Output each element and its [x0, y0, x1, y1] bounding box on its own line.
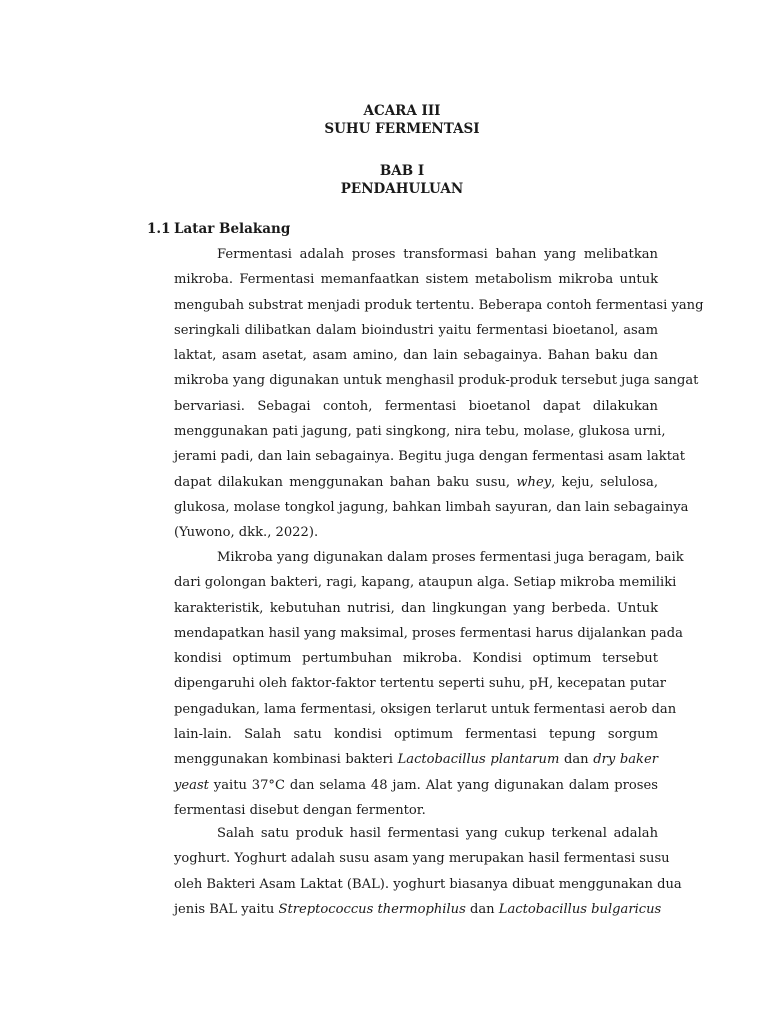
text-line [174, 596, 658, 621]
italic-term: yeast [174, 777, 209, 793]
text-line [174, 798, 658, 823]
text-run: kondisi optimum pertumbuhan mikroba. Kondisi optimum tersebut [174, 651, 658, 667]
text-run: menggunakan pati jagung, pati singkong, nira tebu, molase, glukosa urni, [174, 424, 666, 440]
paragraph [174, 242, 704, 546]
text-line [174, 671, 667, 696]
text-line [174, 267, 658, 292]
text-run: oleh Bakteri Asam Laktat (BAL). yoghurt biasanya dibuat menggunakan dua [174, 876, 682, 892]
text-run: dapat dilakukan menggunakan bahan baku susu, [174, 474, 517, 490]
text-run: karakteristik, kebutuhan nutrisi, dan lingkungan yang berbeda. Untuk [174, 600, 658, 616]
text-line [174, 846, 670, 871]
text-run: jenis BAL yaitu [174, 901, 279, 917]
italic-term: Lactobacillus plantarum [397, 752, 560, 768]
text-run: jerami padi, dan lain sebagainya. Begitu juga dengan fermentasi asam laktat [174, 449, 686, 465]
title-line-1: ACARA III [363, 103, 441, 119]
text-run: mengubah substrat menjadi produk tertentu. Beberapa contoh fermentasi yang [174, 297, 704, 313]
text-line [174, 646, 658, 671]
text-line [174, 821, 658, 846]
text-run: fermentasi disebut dengan fermentor. [174, 802, 426, 818]
chapter-number: BAB I [379, 163, 425, 179]
text-line [174, 570, 677, 595]
text-line [174, 747, 658, 772]
text-run: mendapatkan hasil yang maksimal, proses fermentasi harus dijalankan pada [174, 625, 683, 641]
italic-term: dry baker [593, 752, 658, 768]
text-run: mikroba. Fermentasi memanfaatkan sistem metabolism mikroba untuk [174, 272, 658, 288]
section-number: 1.1 [147, 221, 171, 237]
section-heading [147, 219, 290, 239]
text-line [174, 545, 684, 570]
text-line [174, 621, 683, 646]
text-run: dan [559, 752, 594, 768]
document-title [0, 102, 768, 138]
text-run: lain-lain. Salah satu kondisi optimum fermentasi tepung sorgum [174, 727, 658, 743]
italic-term: whey [516, 474, 552, 490]
text-line [174, 897, 662, 922]
text-run: , keju, selulosa, [551, 474, 658, 490]
text-run: seringkali dilibatkan dalam bioindustri yaitu fermentasi bioetanol, asam [174, 322, 658, 338]
text-run: pengadukan, lama fermentasi, oksigen terlarut untuk fermentasi aerob dan [174, 701, 677, 717]
text-run: Fermentasi adalah proses transformasi bahan yang melibatkan [217, 247, 658, 262]
section-title: Latar Belakang [174, 221, 291, 237]
text-line [174, 293, 704, 318]
italic-term: Lactobacillus bulgaricus [498, 901, 662, 917]
text-line [174, 520, 658, 545]
italic-term: Streptococcus thermophilus [278, 901, 466, 917]
text-line [174, 343, 658, 368]
text-line [174, 773, 658, 798]
text-run: Mikroba yang digunakan dalam proses fermentasi juga beragam, baik [217, 550, 684, 565]
text-line [174, 394, 658, 419]
text-run: (Yuwono, dkk., 2022). [174, 525, 319, 541]
text-line [174, 697, 677, 722]
text-run: Salah satu produk hasil fermentasi yang cukup terkenal adalah [217, 826, 658, 841]
chapter-heading [0, 162, 768, 198]
text-run: laktat, asam asetat, asam amino, dan lain sebagainya. Bahan baku dan [174, 348, 658, 364]
text-line [174, 368, 699, 393]
text-run: glukosa, molase tongkol jagung, bahkan limbah sayuran, dan lain sebagainya [174, 499, 689, 515]
text-run: yoghurt. Yoghurt adalah susu asam yang merupakan hasil fermentasi susu [174, 851, 670, 867]
paragraph [174, 545, 684, 823]
text-run: yaitu 37°C dan selama 48 jam. Alat yang digunakan dalam proses [208, 777, 658, 793]
paragraph [174, 821, 682, 922]
text-line [174, 470, 658, 495]
text-line [174, 495, 689, 520]
text-run: dan [465, 901, 499, 917]
title-line-2: SUHU FERMENTASI [324, 121, 480, 137]
text-line [174, 444, 686, 469]
text-run: dipengaruhi oleh faktor-faktor tertentu seperti suhu, pH, kecepatan putar [174, 676, 667, 692]
text-line [174, 419, 666, 444]
text-run: mikroba yang digunakan untuk menghasil produk-produk tersebut juga sangat [174, 373, 699, 389]
text-line [174, 318, 658, 343]
text-run: menggunakan kombinasi bakteri [174, 752, 398, 768]
text-line [174, 872, 682, 897]
text-line [174, 722, 658, 747]
chapter-title: PENDAHULUAN [340, 181, 464, 197]
text-line [174, 242, 658, 267]
text-run: dari golongan bakteri, ragi, kapang, ataupun alga. Setiap mikroba memiliki [174, 575, 677, 591]
text-run: bervariasi. Sebagai contoh, fermentasi bioetanol dapat dilakukan [174, 398, 658, 414]
